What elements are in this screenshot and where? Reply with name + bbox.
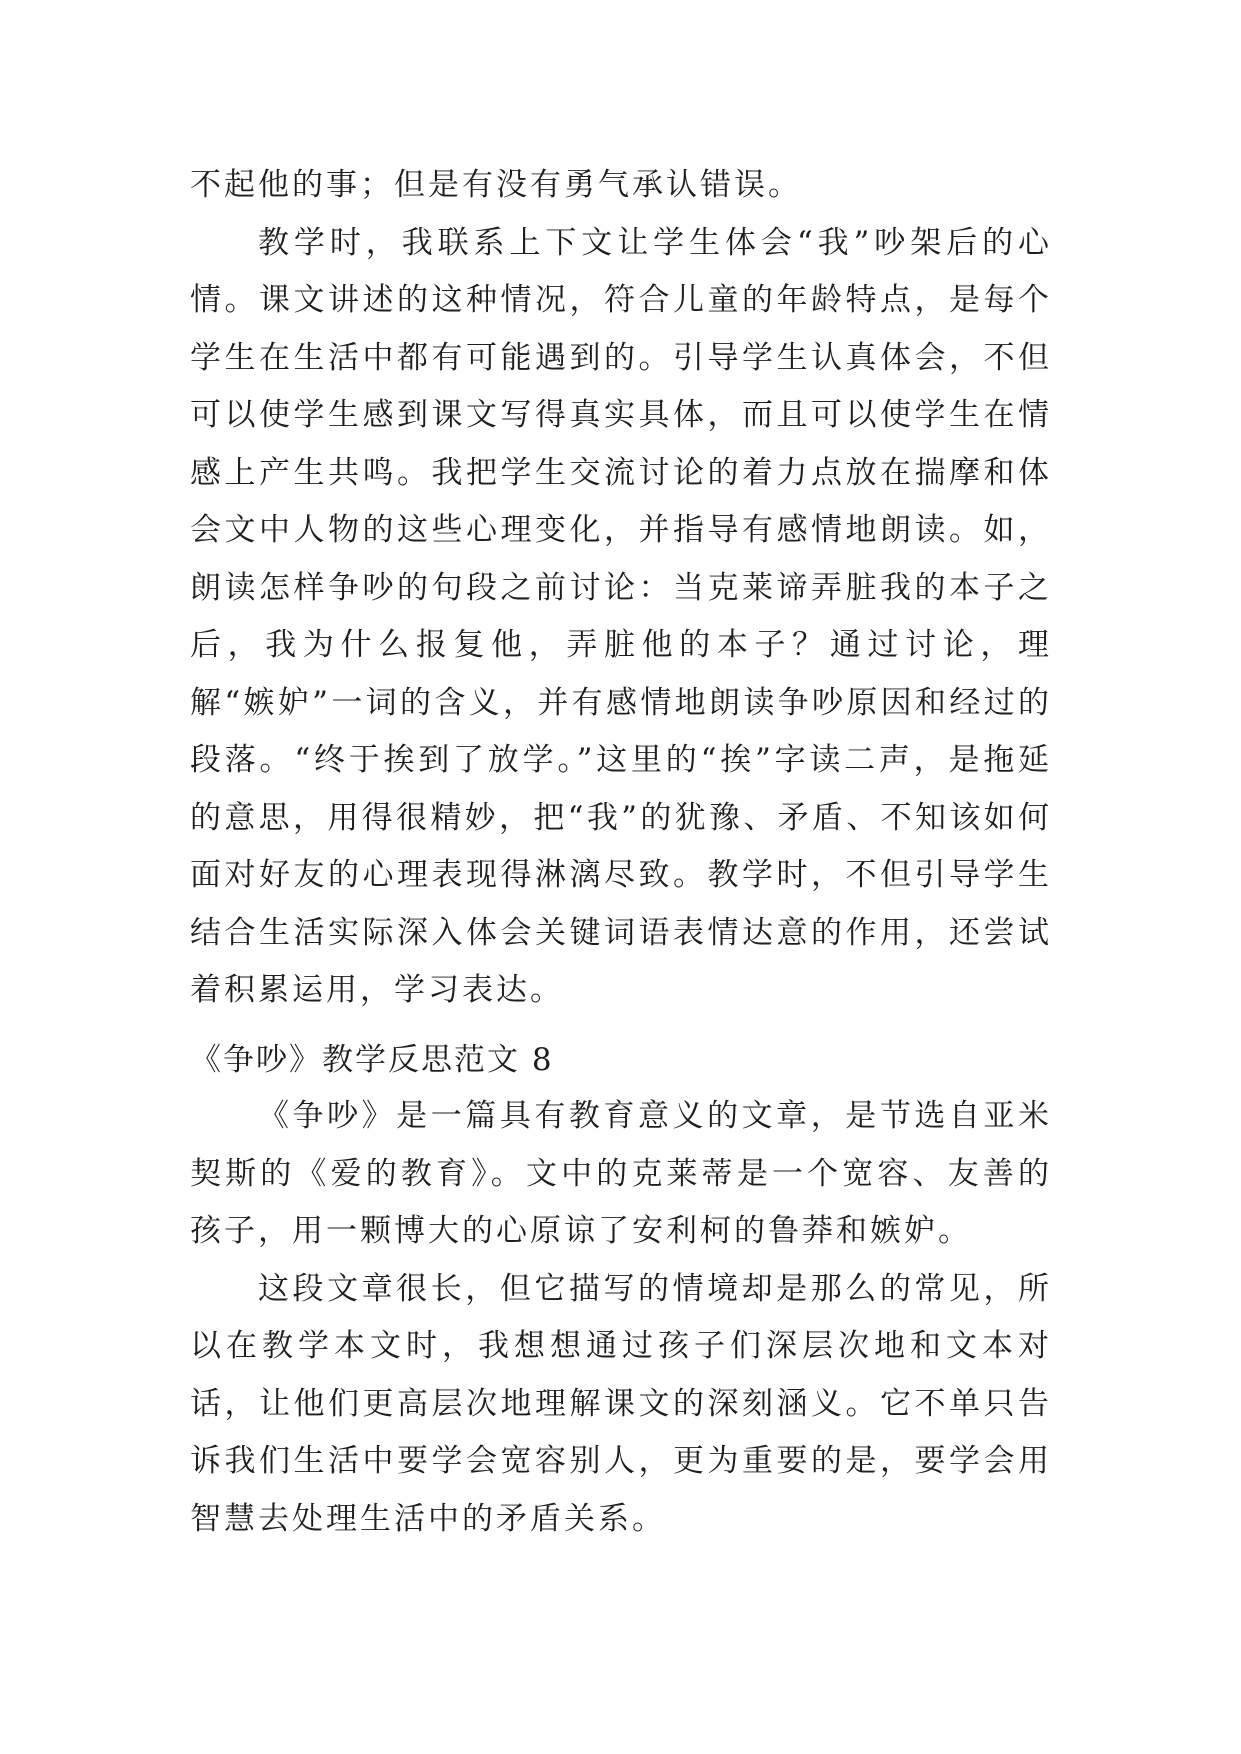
body-paragraph: 《争吵》是一篇具有教育意义的文章，是节选自亚米契斯的《爱的教育》。文中的克莱蒂是一个宽容、友善的孩子，用一颗博大的心原谅了安利柯的鲁莽和嫉妒。 (190, 1098, 1052, 1249)
section-a (190, 157, 1052, 1020)
section-b (190, 1088, 1052, 1548)
section-heading: 《争吵》教学反思范文 8 (190, 1042, 554, 1078)
body-paragraph: 教学时，我联系上下文让学生体会“我”吵架后的心情。课文讲述的这种情况，符合儿童的年龄特点，是每个学生在生活中都有可能遇到的。引导学生认真体会，不但可以使学生感到课文写得真实具体，而且可以使学生在情感上产生共鸣。我把学生交流讨论的着力点放在揣摩和体会文中人物的这些心理变化，并指导有感情地朗读。如，朗读怎样争吵的句段之前讨论：当克莱谛弄脏我的本子之后，我为什么报复他，弄脏他的本子？通过讨论，理解“嫉妒”一词的含义，并有感情地朗读争吵原因和经过的段落。“终于挨到了放学。”这里的“挨”字读二声，是拖延的意思，用得很精妙，把“我”的犹豫、矛盾、不知该如何面对好友的心理表现得淋漓尽致。教学时，不但引导学生结合生活实际深入体会关键词语表情达意的作用，还尝试着积累运用，学习表达。 (190, 224, 1052, 1008)
continuation-paragraph: 不起他的事；但是有没有勇气承认错误。 (190, 167, 802, 203)
body-paragraph: 这段文章很长，但它描写的情境却是那么的常见，所以在教学本文时，我想想通过孩子们深层次地和文本对话，让他们更高层次地理解课文的深刻涵义。它不单只告诉我们生活中要学会宽容别人，更为重要的是，要学会用智慧去处理生活中的矛盾关系。 (190, 1270, 1052, 1537)
